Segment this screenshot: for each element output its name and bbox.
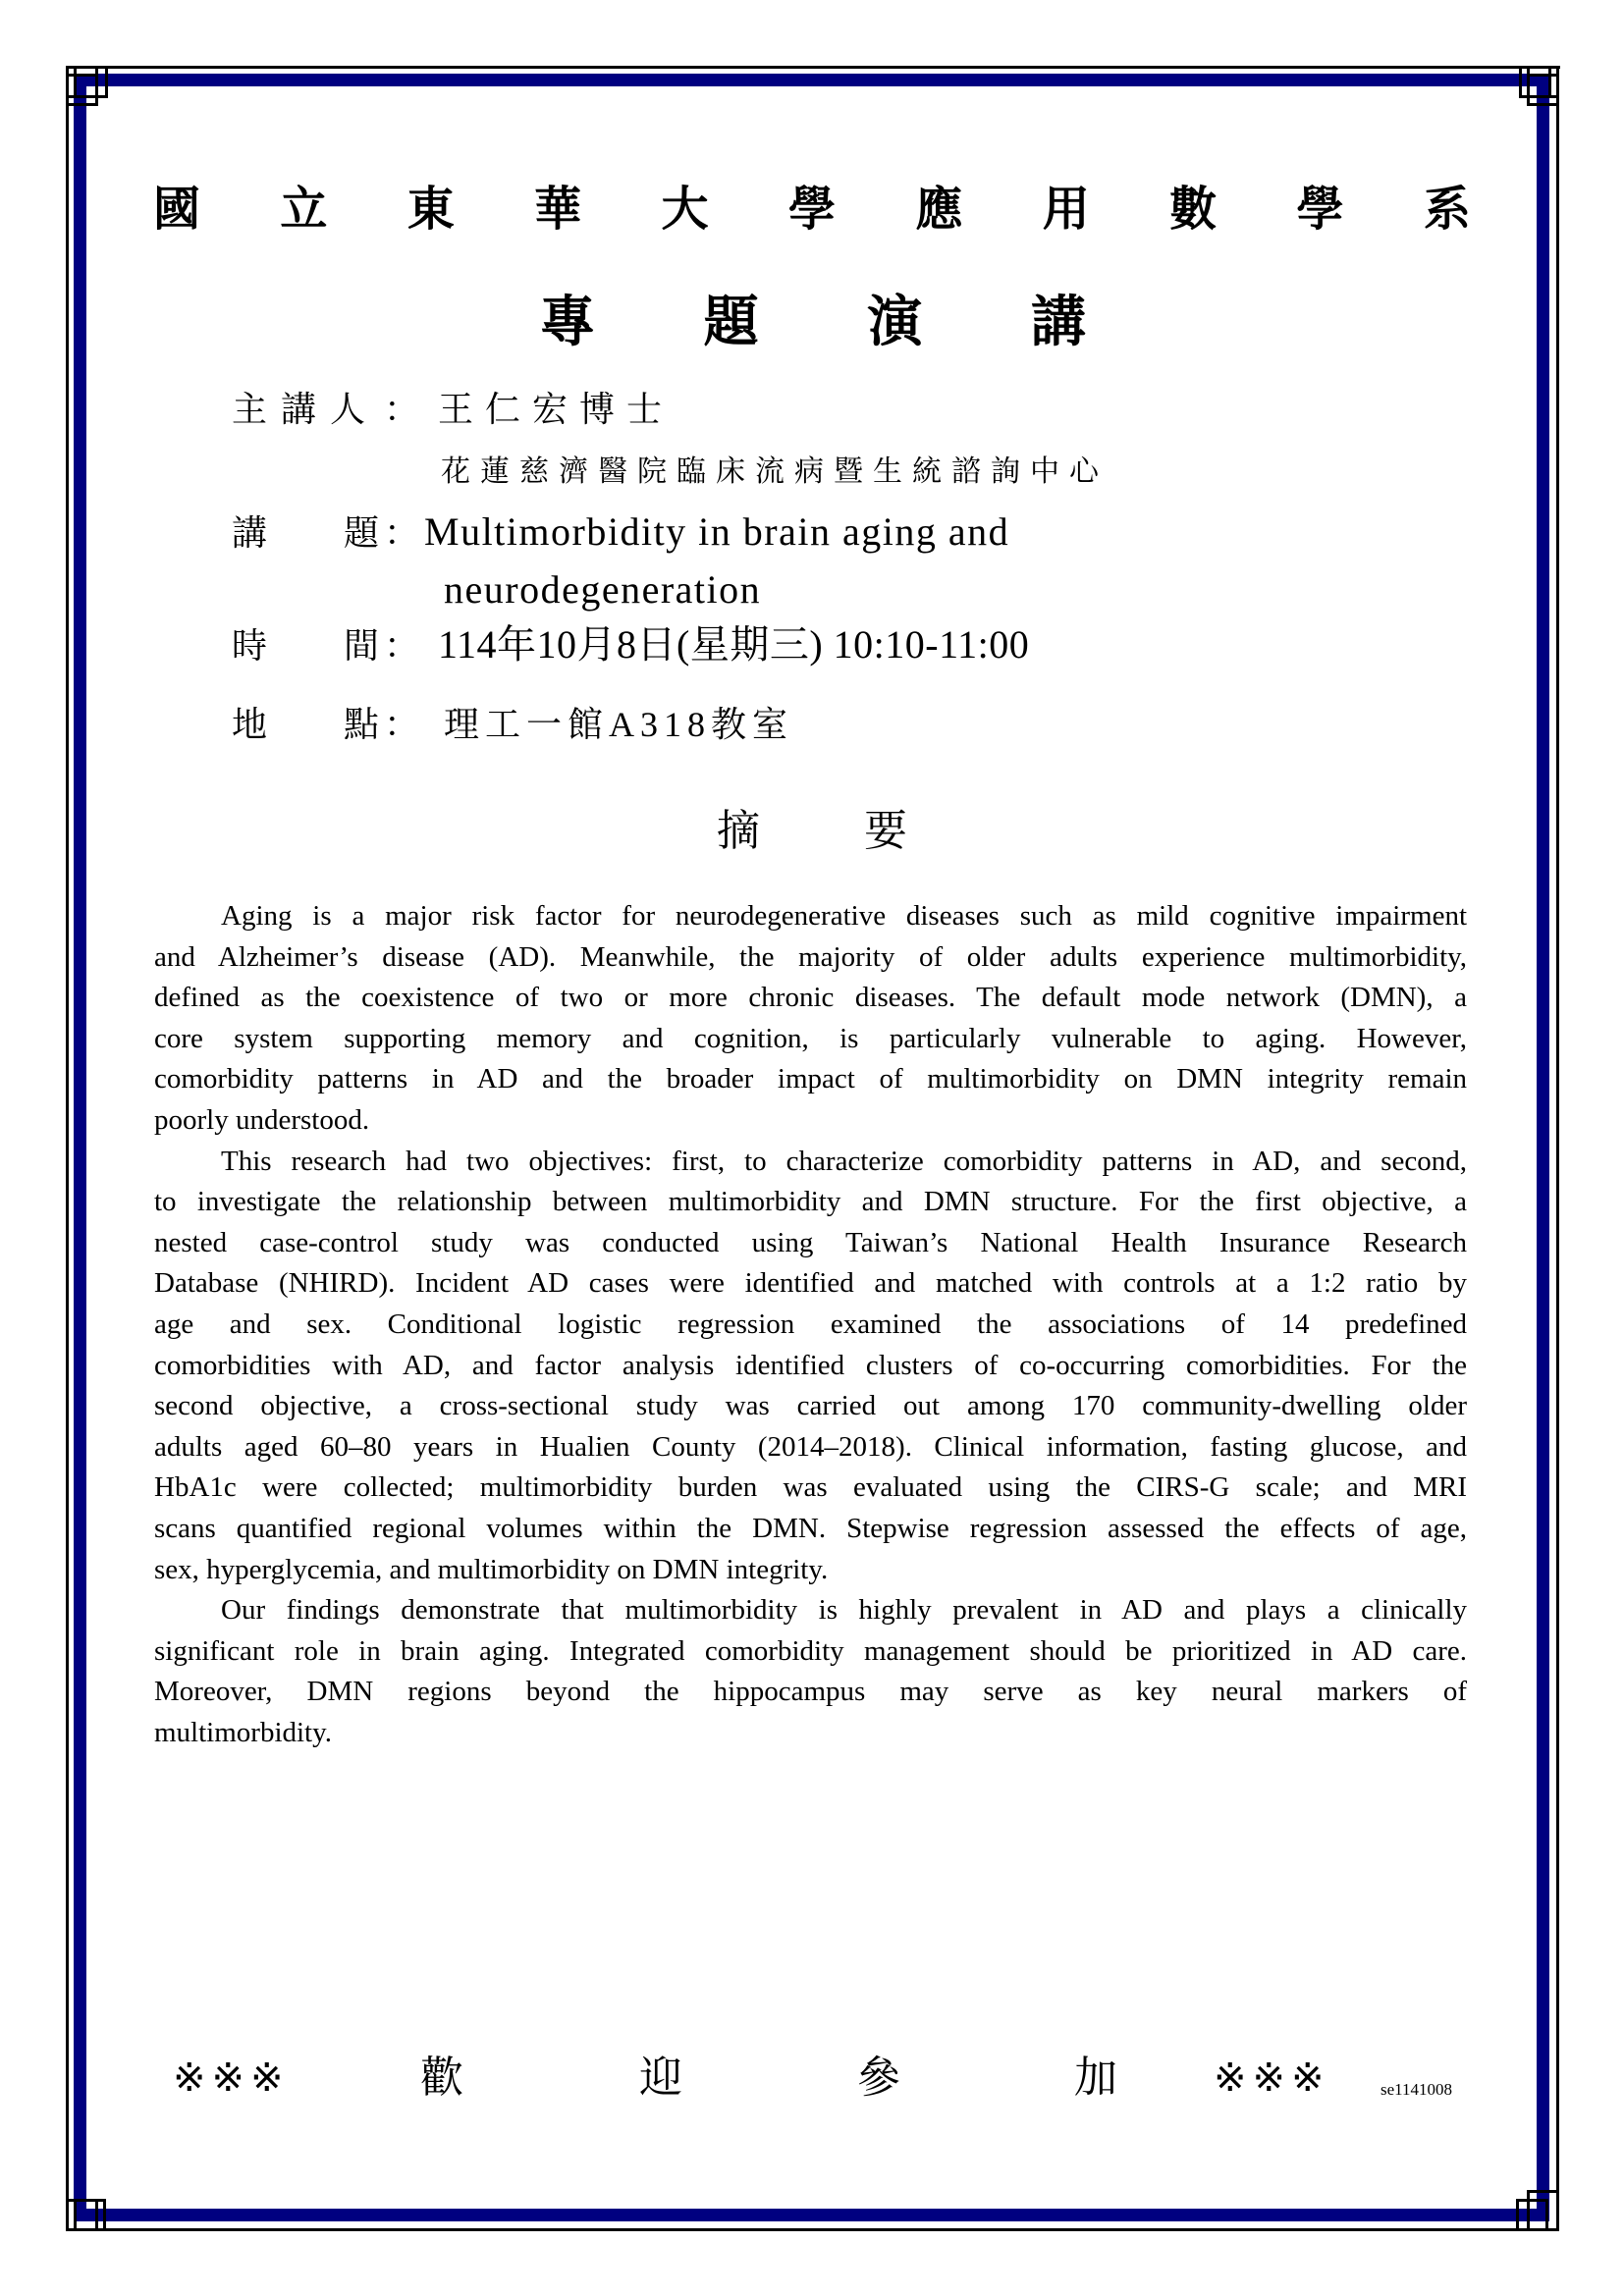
abstract-line: defined as the coexistence of two or more chronic diseases. The default mode network (DMN), a xyxy=(154,982,1467,1014)
institution-title xyxy=(147,183,1477,238)
time-label-first: 時 xyxy=(232,626,268,666)
frame-bar-top xyxy=(74,74,1549,86)
abstract-line: second objective, a cross-sectional study was carried out among 170 community-dwelling older xyxy=(154,1390,1467,1422)
frame-corner-br-b xyxy=(1527,2190,1559,2231)
speaker-affiliation: 花蓮慈濟醫院臨床流病暨生統諮詢中心 xyxy=(441,455,1109,488)
abstract-line: Aging is a major risk factor for neurodegenerative diseases such as mild cognitive impairment xyxy=(221,900,1467,932)
abstract-paragraph xyxy=(154,1590,1467,1753)
abstract-line: comorbidities with AD, and factor analysis identified clusters of co-occurring comorbidities. For the xyxy=(154,1349,1467,1381)
topic-title-line1: Multimorbidity in brain aging and xyxy=(424,509,1010,554)
time-row xyxy=(232,622,1029,667)
abstract-line: core system supporting memory and cognition, is particularly vulnerable to aging. However, xyxy=(154,1022,1467,1054)
title-char: 數 xyxy=(1169,182,1218,237)
title-char: 用 xyxy=(1042,182,1090,237)
abstract-line: This research had two objectives: first, to characterize comorbidity patterns in AD, and second, xyxy=(221,1145,1467,1177)
abstract-paragraph xyxy=(154,1142,1467,1591)
abstract-line: comorbidity patterns in AD and the broader impact of multimorbidity on DMN integrity remain xyxy=(154,1063,1467,1095)
event-title-char: 講 xyxy=(1030,291,1086,354)
welcome-char: 加 xyxy=(1074,2054,1117,2102)
speaker-name: 王仁宏博士 xyxy=(438,390,675,429)
abstract-heading-second: 要 xyxy=(864,807,907,855)
title-char: 華 xyxy=(534,182,582,237)
title-char: 學 xyxy=(1296,182,1344,237)
place-label-second: 點 xyxy=(343,705,379,744)
place-label-first: 地 xyxy=(232,705,268,744)
abstract-line: significant role in brain aging. Integrated comorbidity management should be prioritized in AD care. xyxy=(154,1634,1467,1667)
place-value: 理工一館A318教室 xyxy=(444,705,793,744)
welcome-char: 參 xyxy=(857,2054,900,2102)
title-char: 系 xyxy=(1423,182,1471,237)
frame-bar-bottom xyxy=(74,2209,1549,2221)
abstract-line: Our findings demonstrate that multimorbidity is highly prevalent in AD and plays a clinically xyxy=(221,1594,1467,1627)
abstract-line: HbA1c were collected; multimorbidity burden was evaluated using the CIRS-G scale; and MRI xyxy=(154,1471,1467,1504)
frame-corner-tl-c xyxy=(66,74,98,106)
speaker-label: 主講人 xyxy=(232,390,380,429)
welcome-char: 迎 xyxy=(639,2054,682,2102)
time-value: 114年10月8日(星期三) 10:10-11:00 xyxy=(438,622,1030,667)
abstract-line: multimorbidity. xyxy=(154,1716,332,1748)
topic-title-line2: neurodegeneration xyxy=(444,567,762,612)
title-char: 學 xyxy=(787,182,836,237)
frame-outer-line-right xyxy=(1556,104,1559,2203)
reference-mark-group-right: ※※※ xyxy=(1214,2056,1330,2101)
topic-label-first: 講 xyxy=(232,513,268,553)
abstract-heading xyxy=(717,807,907,858)
time-label-second: 間 xyxy=(343,626,379,666)
abstract-line: adults aged 60–80 years in Hualien County (2014–2018). Clinical information, fasting glucose, and xyxy=(154,1430,1467,1463)
abstract-body xyxy=(154,896,1467,1753)
topic-label-second: 題 xyxy=(343,513,379,553)
time-label xyxy=(232,625,379,667)
abstract-heading-first: 摘 xyxy=(717,807,760,855)
abstract-line: poorly understood. xyxy=(154,1103,370,1136)
place-label xyxy=(232,704,379,745)
frame-corner-tr-c xyxy=(1527,74,1559,106)
speaker-colon: ： xyxy=(383,390,419,429)
event-title-char: 題 xyxy=(703,291,759,354)
welcome-char: 歡 xyxy=(420,2054,463,2102)
event-title xyxy=(535,293,1091,357)
welcome-footer xyxy=(173,2054,1479,2107)
place-row xyxy=(232,704,793,745)
event-title-char: 專 xyxy=(540,291,595,354)
abstract-line: sex, hyperglycemia, and multimorbidity on DMN integrity. xyxy=(154,1553,829,1585)
topic-colon: ： xyxy=(383,513,419,553)
title-char: 國 xyxy=(152,182,200,237)
document-code: se1141008 xyxy=(1380,2080,1453,2099)
abstract-line: Moreover, DMN regions beyond the hippocampus may serve as key neural markers of xyxy=(154,1676,1467,1708)
frame-outer-line-left xyxy=(66,104,69,2231)
title-char: 東 xyxy=(406,182,455,237)
title-char: 大 xyxy=(661,182,709,237)
frame-bar-right xyxy=(1537,74,1549,2221)
frame-outer-line-bottom xyxy=(66,2228,1527,2231)
time-colon: ： xyxy=(383,626,419,666)
topic-row xyxy=(232,509,1009,555)
abstract-line: to investigate the relationship between multimorbidity and DMN structure. For the first objective, a xyxy=(154,1186,1467,1218)
speaker-row xyxy=(232,389,674,430)
frame-corner-bl-b xyxy=(74,2199,106,2231)
abstract-line: and Alzheimer’s disease (AD). Meanwhile, the majority of older adults experience multimorbidity, xyxy=(154,940,1467,973)
abstract-line: age and sex. Conditional logistic regression examined the associations of 14 predefined xyxy=(154,1308,1467,1340)
abstract-paragraph xyxy=(154,896,1467,1142)
speaker-label-cell xyxy=(232,389,379,430)
title-char: 立 xyxy=(280,182,328,237)
frame-bar-left xyxy=(74,74,86,2221)
place-colon: ： xyxy=(383,705,419,744)
title-char: 應 xyxy=(915,182,963,237)
abstract-line: nested case-control study was conducted using Taiwan’s National Health Insurance Research xyxy=(154,1226,1467,1258)
reference-mark-group-left: ※※※ xyxy=(173,2056,290,2101)
abstract-line: scans quantified regional volumes within the DMN. Stepwise regression assessed the effects of age, xyxy=(154,1512,1467,1544)
topic-label xyxy=(232,512,379,554)
abstract-line: Database (NHIRD). Incident AD cases were identified and matched with controls at a 1:2 ratio by xyxy=(154,1267,1467,1300)
frame-outer-line-top xyxy=(104,66,1560,69)
event-title-char: 演 xyxy=(867,291,923,354)
